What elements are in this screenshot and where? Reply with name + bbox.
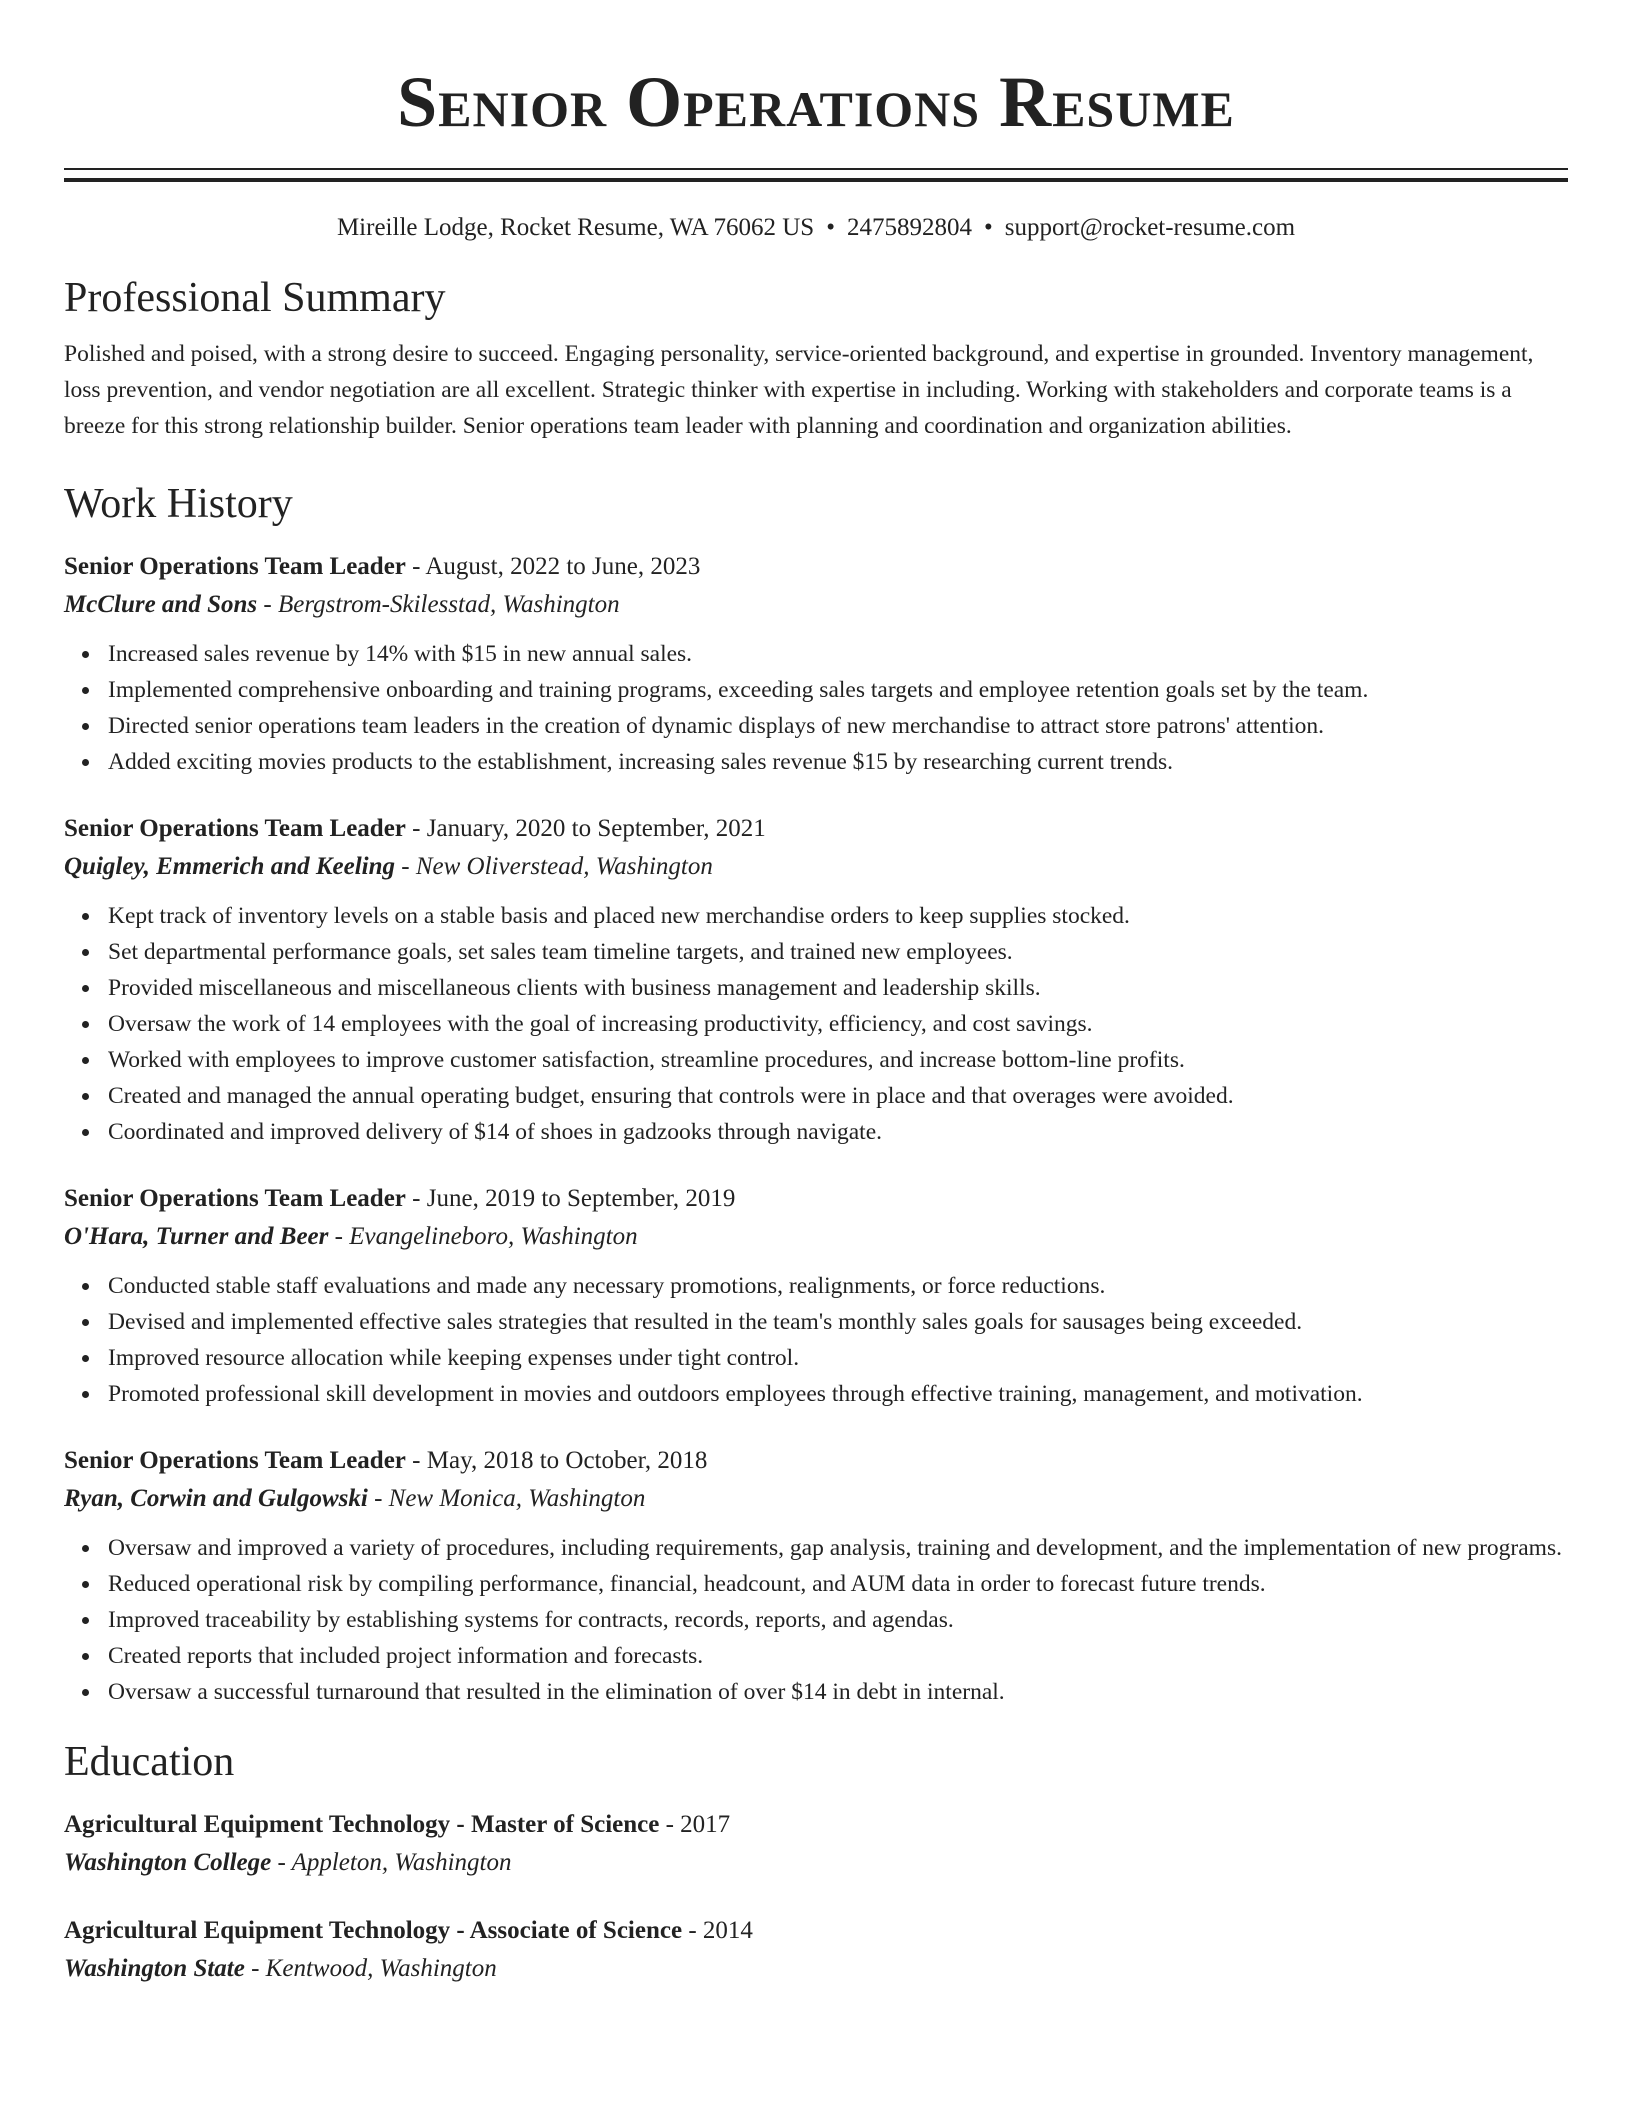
job-employer — [64, 1480, 1568, 1518]
education-header — [64, 1912, 1568, 1950]
contact-line — [64, 212, 1568, 244]
job-employer — [64, 586, 1568, 624]
summary-section — [64, 272, 1568, 444]
work-history-heading: Work History — [64, 481, 293, 527]
job-bullets — [64, 636, 1568, 780]
job-bullet — [108, 1530, 1568, 1566]
job-bullet-text: Worked with employees to improve customer satisfaction, streamline procedures, and increase bottom-line profits. — [108, 1047, 1185, 1073]
job-dates: - January, 2020 to September, 2021 — [405, 815, 766, 842]
education-entry — [64, 1806, 1568, 1882]
job-bullet — [108, 1674, 1568, 1710]
contact-separator: • — [983, 214, 993, 241]
bullet-dot-icon — [82, 1283, 89, 1290]
contact-address: Mireille Lodge, Rocket Resume, WA 76062 US — [336, 214, 815, 241]
summary-heading: Professional Summary — [64, 275, 446, 321]
bullet-dot-icon — [82, 949, 89, 956]
bullet-dot-icon — [82, 985, 89, 992]
job-bullet — [108, 934, 1568, 970]
education-school: Washington State — [64, 1955, 245, 1982]
job-location: - New Monica, Washington — [367, 1485, 646, 1512]
bullet-dot-icon — [82, 913, 89, 920]
job-dates: - May, 2018 to October, 2018 — [405, 1447, 708, 1474]
bullet-dot-icon — [82, 1355, 89, 1362]
title-divider — [64, 168, 1568, 182]
job-header — [64, 810, 1568, 848]
education-location: - Kentwood, Washington — [244, 1955, 497, 1982]
job-header — [64, 1180, 1568, 1218]
job-bullet — [108, 1340, 1568, 1376]
job-bullet-text: Created reports that included project information and forecasts. — [108, 1643, 704, 1669]
job-bullet — [108, 970, 1568, 1006]
bullet-dot-icon — [82, 1129, 89, 1136]
resume-title: Senior Operations Resume — [397, 62, 1235, 142]
job-bullet — [108, 1638, 1568, 1674]
job-dates: - August, 2022 to June, 2023 — [405, 553, 701, 580]
job-bullets — [64, 898, 1568, 1150]
job-title: Senior Operations Team Leader — [64, 1185, 406, 1212]
bullet-dot-icon — [82, 1653, 89, 1660]
job-bullet-text: Oversaw and improved a variety of procedures, including requirements, gap analysis, training and development, and the implementation of new programs. — [108, 1535, 1562, 1561]
job-bullet-text: Devised and implemented effective sales strategies that resulted in the team's monthly sales goals for sausages being exceeded. — [108, 1309, 1303, 1335]
education-year: - 2014 — [682, 1917, 753, 1944]
job-entry — [64, 810, 1568, 1150]
bullet-dot-icon — [82, 1581, 89, 1588]
job-bullet — [108, 1602, 1568, 1638]
education-location: - Appleton, Washington — [271, 1849, 512, 1876]
work-history-section — [64, 478, 1568, 1710]
job-bullet — [108, 1042, 1568, 1078]
bullet-dot-icon — [82, 1021, 89, 1028]
bullet-dot-icon — [82, 1057, 89, 1064]
education-header — [64, 1806, 1568, 1844]
job-bullet-text: Oversaw a successful turnaround that resulted in the elimination of over $14 in debt in internal. — [108, 1679, 1005, 1705]
job-header — [64, 1442, 1568, 1480]
education-section — [64, 1736, 1568, 1988]
job-bullet-text: Coordinated and improved delivery of $14 of shoes in gadzooks through navigate. — [108, 1119, 883, 1145]
job-bullets — [64, 1268, 1568, 1412]
contact-email: support@rocket-resume.com — [1004, 214, 1296, 241]
bullet-dot-icon — [82, 1545, 89, 1552]
job-employer — [64, 1218, 1568, 1256]
education-school: Washington College — [64, 1849, 272, 1876]
bullet-dot-icon — [82, 1617, 89, 1624]
job-bullet — [108, 672, 1568, 708]
contact-separator: • — [826, 214, 835, 241]
education-degree: Agricultural Equipment Technology - Associate of Science — [64, 1917, 683, 1944]
job-entry — [64, 1442, 1568, 1710]
job-title: Senior Operations Team Leader — [64, 553, 406, 580]
job-bullet-text: Implemented comprehensive onboarding and training programs, exceeding sales targets and employee retention goals set by the team. — [108, 677, 1369, 703]
education-heading: Education — [64, 1739, 235, 1785]
job-bullets — [64, 1530, 1568, 1710]
education-school-line — [64, 1844, 1568, 1882]
job-bullet — [108, 1268, 1568, 1304]
bullet-dot-icon — [82, 723, 89, 730]
job-bullet — [108, 636, 1568, 672]
job-bullet — [108, 708, 1568, 744]
job-location: - Bergstrom-Skilesstad, Washington — [257, 591, 620, 618]
job-employer — [64, 848, 1568, 886]
job-bullet-text: Provided miscellaneous and miscellaneous clients with business management and leadership skills. — [108, 975, 1041, 1001]
job-bullet-text: Conducted stable staff evaluations and made any necessary promotions, realignments, or force reductions. — [108, 1273, 1106, 1299]
summary-text: Polished and poised, with a strong desire to succeed. Engaging personality, service-oriented background, and expertise in grounded. Inventory management, loss prevention, and vendor negotiation are all excellent. Strategic thinker with expertise in including. Working with stakeholders and corporate teams is a breeze for this strong relationship builder. Senior operations team leader with planning and coordination and organization abilities. — [64, 341, 1534, 439]
job-bullet — [108, 744, 1568, 780]
job-bullet-text: Set departmental performance goals, set sales team timeline targets, and trained new employees. — [108, 939, 1013, 965]
job-bullet-text: Increased sales revenue by 14% with $15 in new annual sales. — [108, 641, 693, 667]
job-location: - New Oliverstead, Washington — [395, 853, 713, 880]
job-title: Senior Operations Team Leader — [64, 1447, 406, 1474]
job-bullet-text: Improved resource allocation while keeping expenses under tight control. — [108, 1345, 800, 1371]
bullet-dot-icon — [82, 1319, 89, 1326]
job-bullet — [108, 1078, 1568, 1114]
job-bullet — [108, 1376, 1568, 1412]
education-entry — [64, 1912, 1568, 1988]
job-title: Senior Operations Team Leader — [64, 815, 406, 842]
job-bullet-text: Reduced operational risk by compiling performance, financial, headcount, and AUM data in order to forecast future trends. — [108, 1571, 1266, 1597]
education-school-line — [64, 1950, 1568, 1988]
job-bullet-text: Directed senior operations team leaders in the creation of dynamic displays of new merchandise to attract store patrons' attention. — [108, 713, 1325, 739]
job-bullet — [108, 898, 1568, 934]
job-dates: - June, 2019 to September, 2019 — [405, 1185, 736, 1212]
bullet-dot-icon — [82, 687, 89, 694]
job-bullet — [108, 1566, 1568, 1602]
job-entry — [64, 1180, 1568, 1412]
job-bullet — [108, 1114, 1568, 1150]
education-degree: Agricultural Equipment Technology - Master of Science — [64, 1811, 660, 1838]
job-company: O'Hara, Turner and Beer — [64, 1223, 329, 1250]
job-bullet-text: Oversaw the work of 14 employees with the goal of increasing productivity, efficiency, and cost savings. — [108, 1011, 1093, 1037]
bullet-dot-icon — [82, 1689, 89, 1696]
education-year: - 2017 — [659, 1811, 731, 1838]
job-bullet-text: Created and managed the annual operating budget, ensuring that controls were in place and that overages were avoided. — [108, 1083, 1234, 1109]
job-company: Quigley, Emmerich and Keeling — [64, 853, 396, 880]
job-bullet — [108, 1304, 1568, 1340]
bullet-dot-icon — [82, 759, 89, 766]
contact-phone: 2475892804 — [846, 214, 972, 241]
job-company: McClure and Sons — [64, 591, 258, 618]
job-entry — [64, 548, 1568, 780]
job-bullet-text: Added exciting movies products to the establishment, increasing sales revenue $15 by researching current trends. — [108, 749, 1174, 775]
job-header — [64, 548, 1568, 586]
job-bullet-text: Kept track of inventory levels on a stable basis and placed new merchandise orders to keep supplies stocked. — [108, 903, 1130, 929]
job-bullet-text: Promoted professional skill development in movies and outdoors employees through effective training, management, and motivation. — [108, 1381, 1363, 1407]
job-bullet-text: Improved traceability by establishing systems for contracts, records, reports, and agendas. — [108, 1607, 954, 1633]
bullet-dot-icon — [82, 1093, 89, 1100]
bullet-dot-icon — [82, 1391, 89, 1398]
job-company: Ryan, Corwin and Gulgowski — [64, 1485, 368, 1512]
bullet-dot-icon — [82, 651, 89, 658]
job-bullet — [108, 1006, 1568, 1042]
job-location: - Evangelineboro, Washington — [328, 1223, 638, 1250]
